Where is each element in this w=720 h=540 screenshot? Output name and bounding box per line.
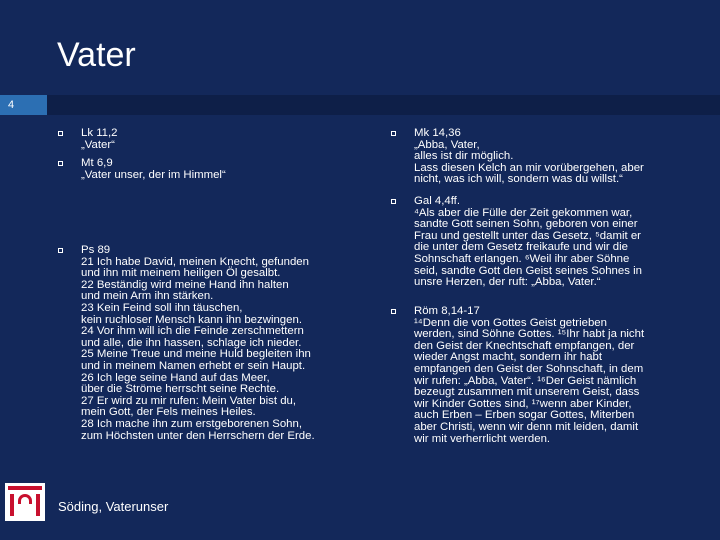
item-line: 23 Kein Feind soll ihn täuschen,	[81, 301, 243, 314]
item-line: und mein Arm ihn stärken.	[81, 290, 214, 303]
item-line: seid, sandte Gott den Geist seines Sohnes in	[414, 264, 642, 277]
header-bar	[0, 95, 720, 115]
item-line: die unter dem Gesetz freikaufe und wir die	[414, 241, 629, 254]
left-item-lk	[81, 128, 118, 151]
item-line: „Vater unser, der im Himmel“	[81, 168, 226, 181]
item-line: „Vater“	[81, 138, 115, 151]
slide-number: 4	[0, 95, 47, 115]
item-line: mein Gott, der Fels meines Heiles.	[81, 406, 256, 419]
item-line: und ihn mit meinem heiligen Öl gesalbt.	[81, 267, 281, 280]
item-line: Lass diesen Kelch an mir vorübergehen, aber	[414, 161, 644, 174]
item-line: unsre Herzen, der ruft: „Abba, Vater.“	[414, 276, 601, 289]
item-line: 22 Beständig wird meine Hand ihn halten	[81, 278, 289, 291]
item-line: Röm 8,14-17	[414, 305, 480, 317]
item-line: Frau und gestellt unter das Gesetz, ⁵damit er	[414, 229, 641, 242]
item-line: bezeugt zusammen mit unserem Geist, dass	[414, 386, 640, 399]
item-line: ⁴Als aber die Fülle der Zeit gekommen war,	[414, 206, 633, 219]
item-line: werden, sind Söhne Gottes. ¹⁵Ihr habt ja nicht	[414, 328, 645, 341]
left-item-mt	[81, 158, 226, 181]
item-line: 28 Ich mache ihn zum erstgeborenen Sohn,	[81, 417, 302, 430]
item-line: Mk 14,36	[414, 127, 461, 139]
bullet-icon	[58, 161, 63, 166]
item-line: Gal 4,4ff.	[414, 195, 461, 207]
item-line: auch Erben – Erben sogar Gottes, Miterben	[414, 409, 635, 422]
item-line: und alle, die ihn hassen, schlage ich nieder.	[81, 336, 302, 349]
item-line: Lk 11,2	[81, 127, 118, 139]
bullet-icon	[391, 199, 396, 204]
item-line: Sohnschaft erlangen. ⁶Weil ihr aber Söhne	[414, 252, 630, 265]
item-line: Mt 6,9	[81, 157, 113, 169]
item-line: 21 Ich habe David, meinen Knecht, gefunden	[81, 255, 309, 268]
item-line: nicht, was ich will, sondern was du willst.“	[414, 173, 623, 186]
bullet-icon	[391, 309, 396, 314]
item-line: wir rufen: „Abba, Vater“. ¹⁶Der Geist nämlich	[414, 374, 637, 387]
slide-title: Vater	[57, 36, 136, 74]
item-line: Ps 89	[81, 244, 111, 256]
item-line: 24 Vor ihm will ich die Feinde zerschmettern	[81, 325, 304, 338]
item-line: aber Christi, wenn wir denn mit leiden, damit	[414, 420, 639, 433]
right-item-roem	[414, 306, 644, 445]
bullet-icon	[391, 131, 396, 136]
item-line: den Geist der Knechtschaft empfangen, der	[414, 339, 635, 352]
right-item-gal	[414, 196, 642, 289]
item-line: zum Höchsten unter den Herrschern der Erde.	[81, 429, 315, 442]
right-item-mk	[414, 128, 644, 186]
item-line: kein ruchloser Mensch kann ihn bezwingen.	[81, 313, 302, 326]
item-line: „Abba, Vater,	[414, 138, 480, 151]
university-logo	[5, 483, 45, 521]
left-item-ps	[81, 245, 315, 442]
bullet-icon	[58, 131, 63, 136]
item-line: empfangen den Geist der Sohnschaft, in dem	[414, 362, 644, 375]
bullet-icon	[58, 248, 63, 253]
item-line: ¹⁴Denn die von Gottes Geist getrieben	[414, 316, 607, 329]
item-line: wir mit verherrlicht werden.	[414, 432, 551, 445]
item-line: 25 Meine Treue und meine Huld begleiten ihn	[81, 348, 311, 361]
item-line: 26 Ich lege seine Hand auf das Meer,	[81, 371, 270, 384]
footer-text: Söding, Vaterunser	[58, 499, 169, 514]
item-line: 27 Er wird zu mir rufen: Mein Vater bist du,	[81, 394, 297, 407]
item-line: sandte Gott seinen Sohn, geboren von einer	[414, 218, 638, 231]
item-line: und in meinem Namen erhebt er sein Haupt.	[81, 359, 306, 372]
item-line: alles ist dir möglich.	[414, 150, 514, 163]
item-line: wieder Angst macht, sondern ihr habt	[414, 351, 603, 364]
item-line: wir Kinder Gottes sind, ¹⁷wenn aber Kinder,	[414, 397, 632, 410]
item-line: über die Ströme herrscht seine Rechte.	[81, 383, 280, 396]
